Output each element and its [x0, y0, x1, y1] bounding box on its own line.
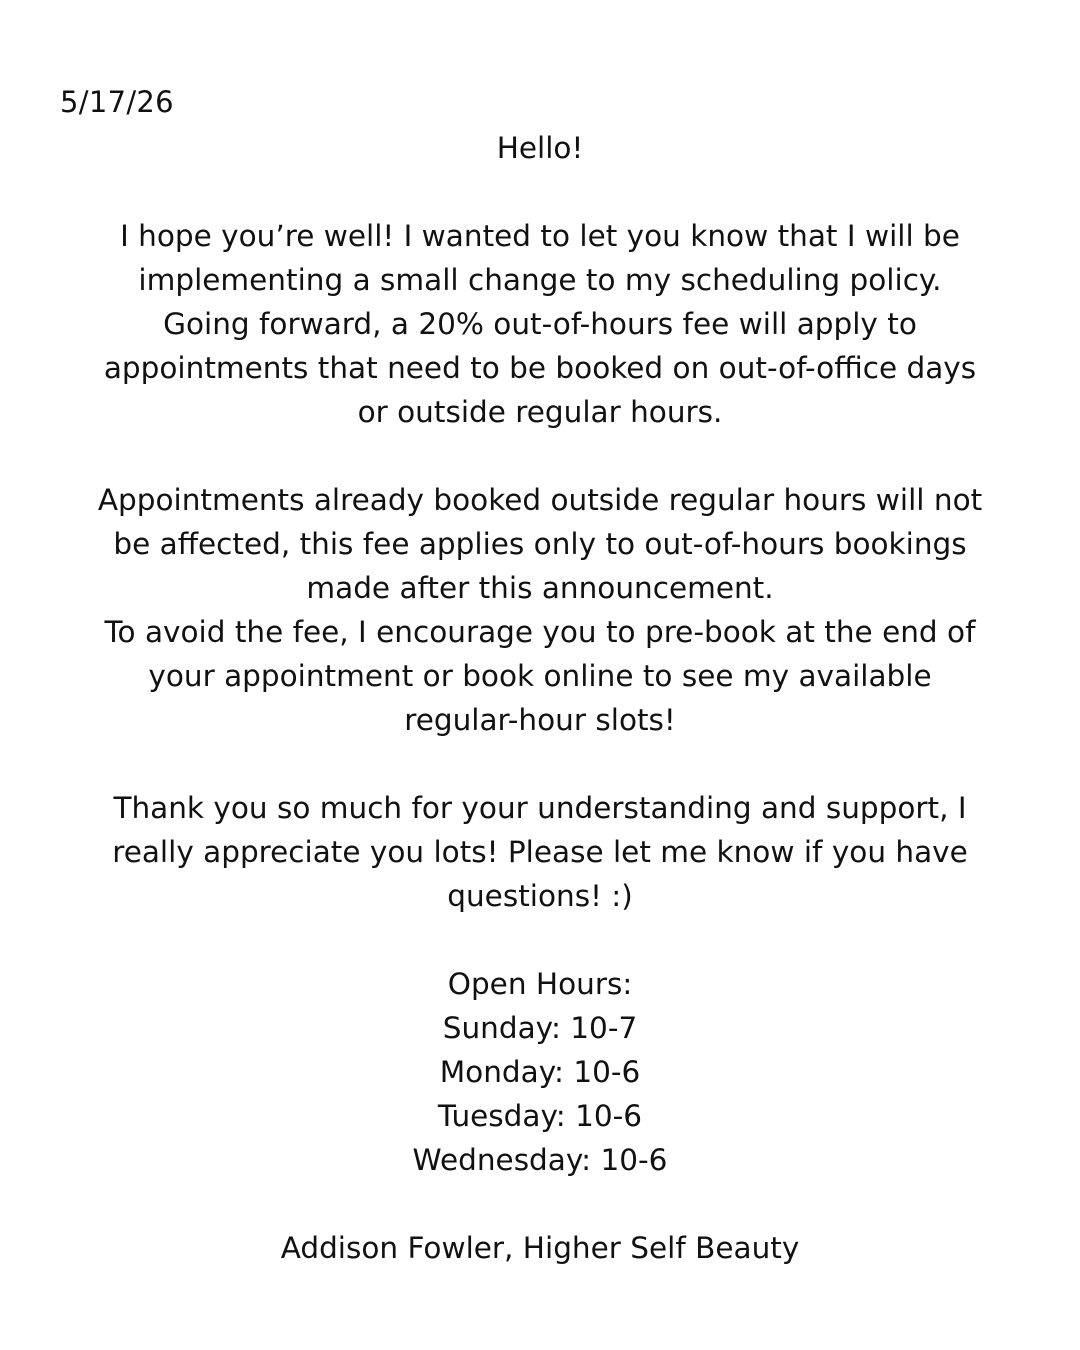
paragraph-policy-change: [40, 214, 1040, 434]
hours-monday: Monday: 10-6: [439, 1055, 641, 1089]
paragraph-fee-details: [40, 478, 1040, 742]
greeting: Hello!: [496, 131, 584, 165]
hours-tuesday: Tuesday: 10-6: [437, 1099, 643, 1133]
spacer: [40, 434, 1040, 478]
spacer: [40, 918, 1040, 962]
text-line: regular-hour slots!: [404, 703, 676, 737]
open-hours: [40, 962, 1040, 1182]
text-line: To avoid the fee, I encourage you to pre-book at the end of: [104, 615, 976, 649]
text-line: Thank you so much for your understanding and support, I: [113, 791, 967, 825]
spacer: [40, 170, 1040, 214]
text-line: appointments that need to be booked on out-of-office days: [103, 351, 977, 385]
paragraph-thank-you: [40, 786, 1040, 918]
text-line: made after this announcement.: [306, 571, 774, 605]
letter-body: [40, 126, 1040, 1270]
text-line: your appointment or book online to see my available: [148, 659, 932, 693]
hours-wednesday: Wednesday: 10-6: [412, 1143, 668, 1177]
spacer: [40, 742, 1040, 786]
hours-sunday: Sunday: 10-7: [442, 1011, 638, 1045]
text-line: I hope you’re well! I wanted to let you know that I will be: [120, 219, 960, 253]
open-hours-heading: Open Hours:: [447, 967, 633, 1001]
text-line: Going forward, a 20% out-of-hours fee will apply to: [163, 307, 917, 341]
text-line: or outside regular hours.: [357, 395, 723, 429]
spacer: [40, 1182, 1040, 1226]
text-line: Appointments already booked outside regular hours will not: [97, 483, 983, 517]
date: 5/17/26: [60, 85, 174, 119]
text-line: be affected, this fee applies only to out-of-hours bookings: [113, 527, 967, 561]
text-line: implementing a small change to my scheduling policy.: [138, 263, 942, 297]
signature: Addison Fowler, Higher Self Beauty: [280, 1231, 800, 1265]
text-line: questions! :): [447, 879, 633, 913]
text-line: really appreciate you lots! Please let me know if you have: [112, 835, 968, 869]
